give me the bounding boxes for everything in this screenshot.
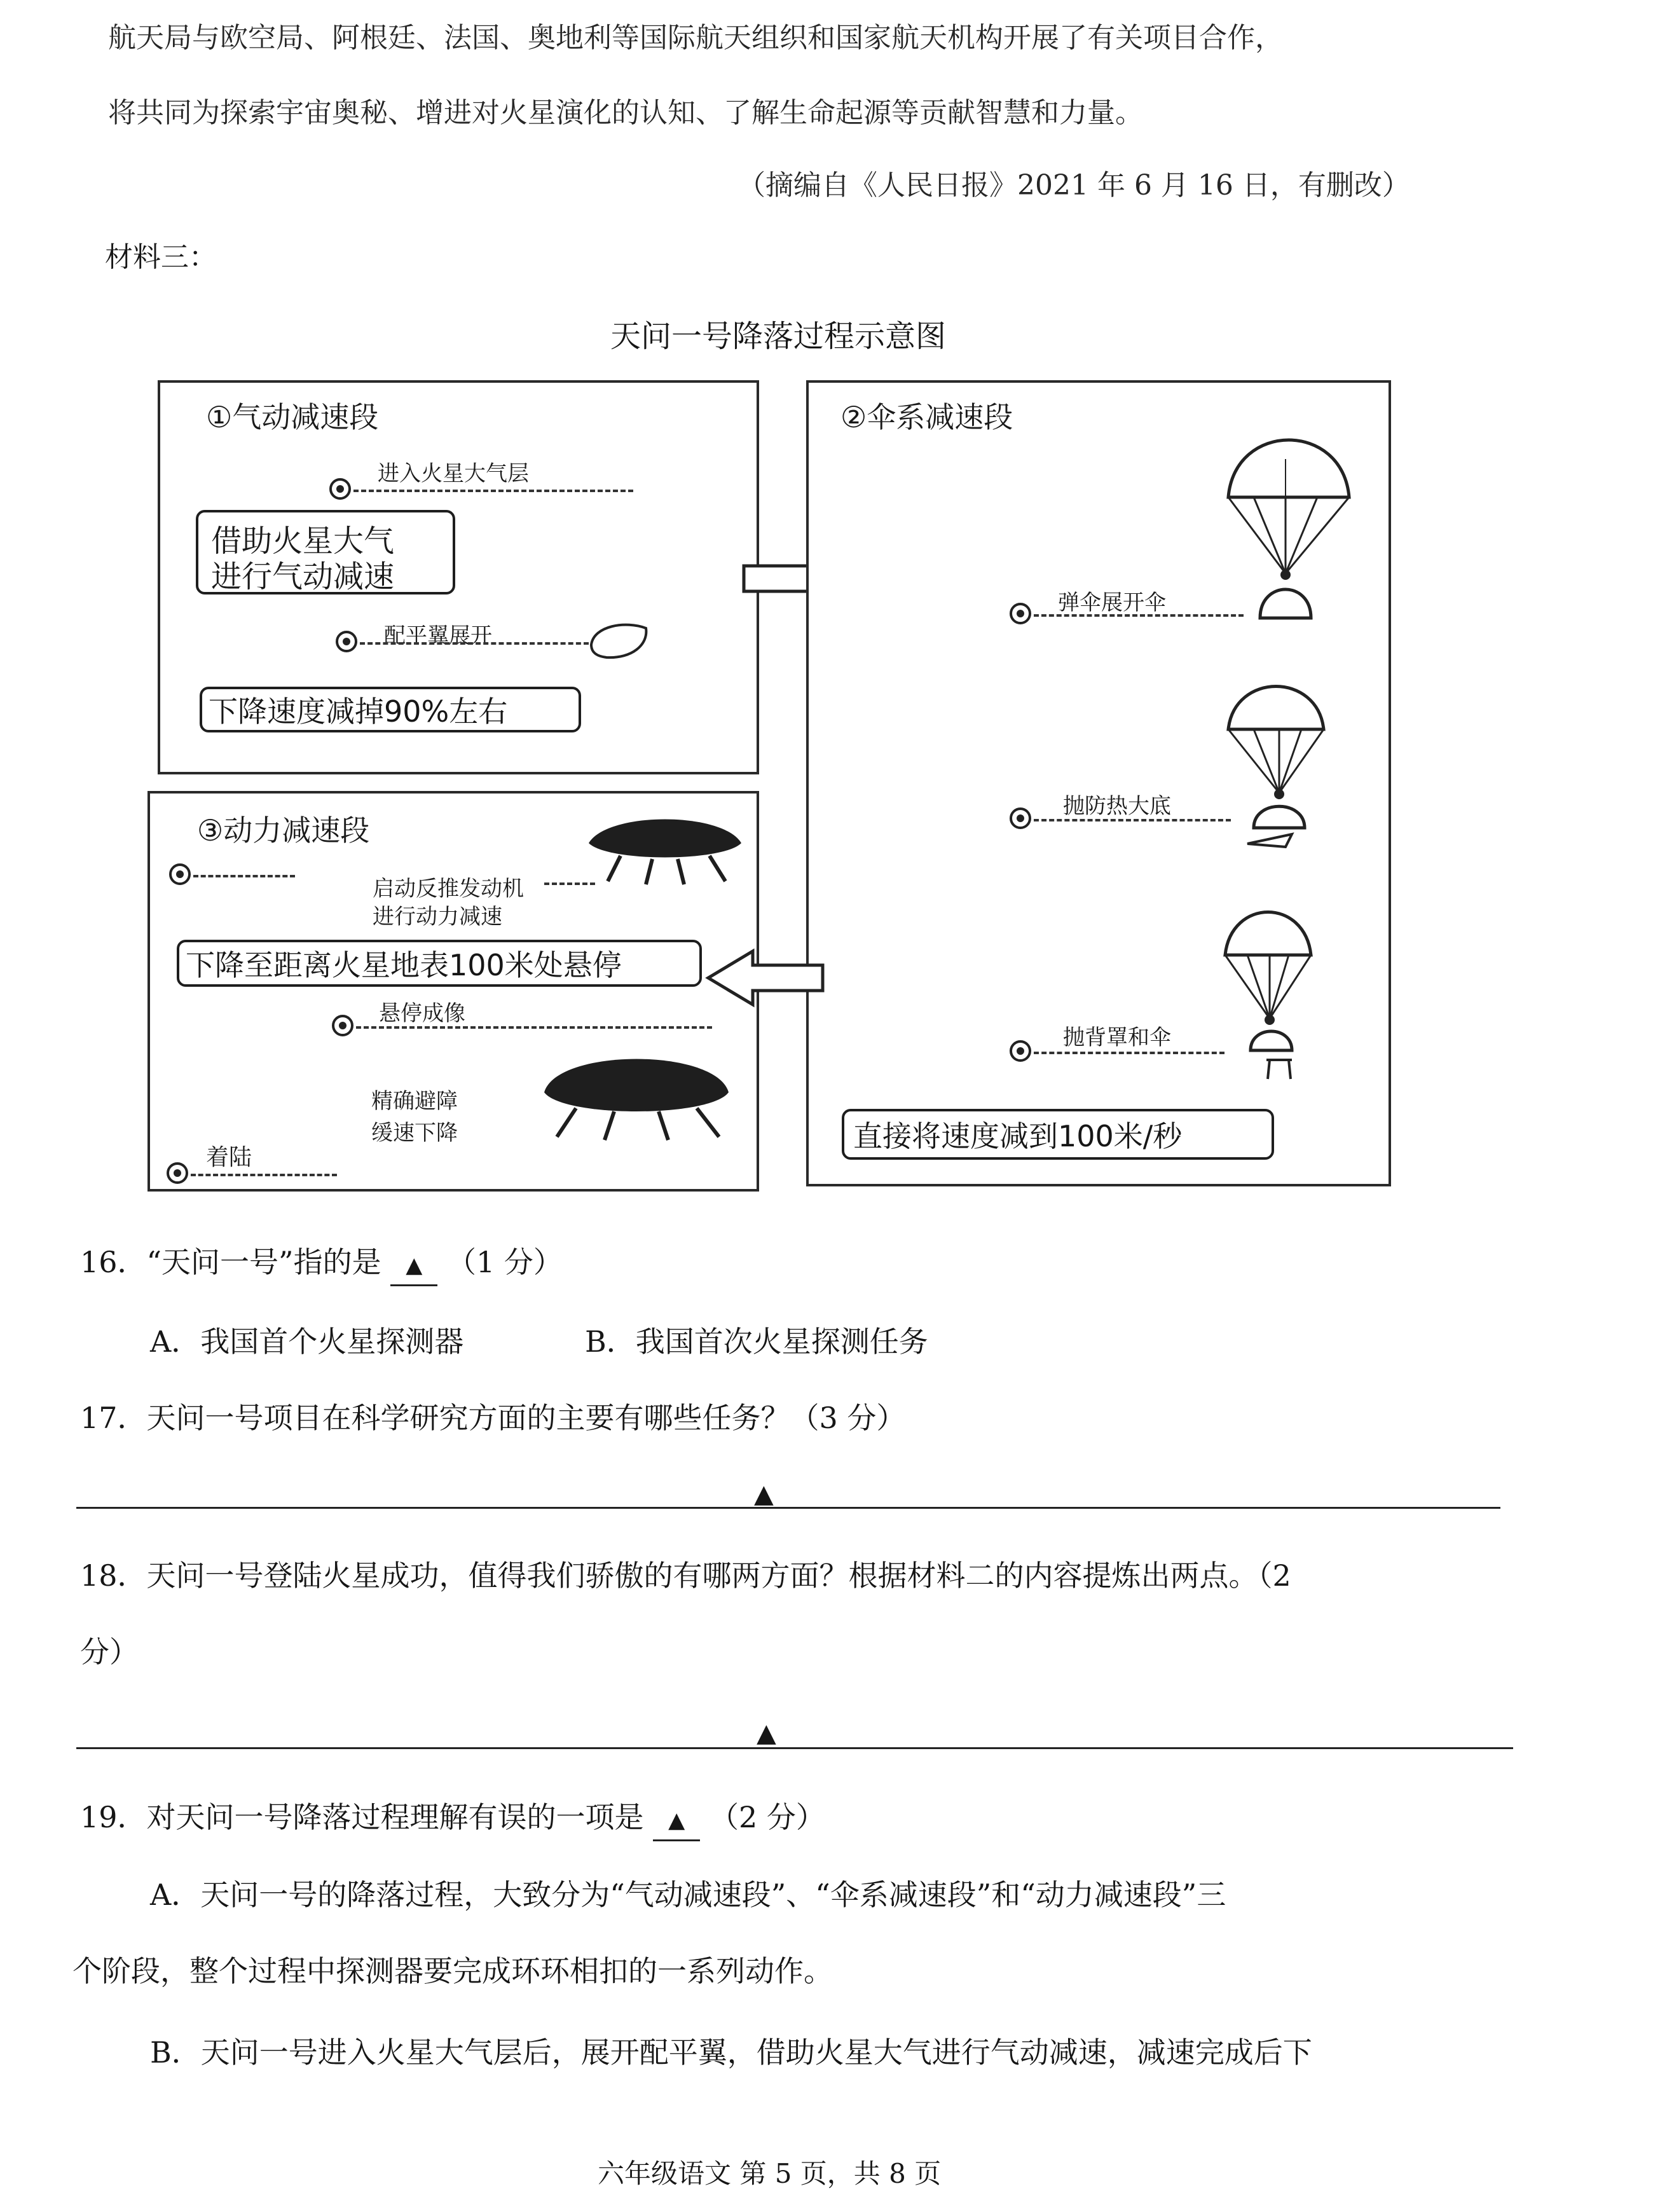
question-17: 17．天问一号项目在科学研究方面的主要有哪些任务？（3 分） bbox=[80, 1401, 906, 1435]
question-19-option-a-line-1: A．天问一号的降落过程，大致分为“气动减速段”、“伞系减速段”和“动力减速段”三 bbox=[150, 1878, 1226, 1912]
step-drop-heatshield: 抛防热大底 bbox=[1063, 793, 1171, 819]
passage-line-2: 将共同为探索宇宙奥秘、增进对火星演化的认知、了解生命起源等贡献智慧和力量。 bbox=[108, 97, 1143, 129]
question-16 bbox=[80, 1243, 563, 1286]
figure-title: 天问一号降落过程示意图 bbox=[610, 319, 947, 354]
arrow-left-icon bbox=[702, 946, 829, 1010]
answer-blank-19[interactable]: ▲ bbox=[653, 1801, 700, 1841]
step-dash-line bbox=[544, 883, 595, 885]
step-engine-line-1: 启动反推发动机 bbox=[373, 876, 524, 902]
answer-mark-18: ▲ bbox=[757, 1719, 776, 1748]
parachute-icon bbox=[1209, 672, 1336, 863]
parachute-icon bbox=[1209, 898, 1324, 1089]
question-19-score: （2 分） bbox=[709, 1800, 825, 1834]
step-dash-line bbox=[193, 875, 295, 877]
step-avoid-line-1: 精确避障 bbox=[371, 1089, 458, 1114]
answer-blank-16[interactable]: ▲ bbox=[390, 1246, 437, 1286]
question-19-option-b-line-1: B．天问一号进入火星大气层后，展开配平翼，借助火星大气进行气动减速，减速完成后下 bbox=[150, 2035, 1312, 2070]
step-dash-line bbox=[356, 1026, 712, 1029]
passage-source: （摘编自《人民日报》2021 年 6 月 16 日，有删改） bbox=[737, 169, 1410, 202]
hover-100m-box: 下降至距离火星地表100米处悬停 bbox=[177, 940, 702, 987]
capsule-trim-icon bbox=[587, 619, 651, 664]
answer-line-17[interactable] bbox=[76, 1507, 1500, 1509]
question-18-line-2: 分） bbox=[80, 1635, 139, 1669]
step-dash-line bbox=[360, 642, 589, 645]
step-enter-atmosphere: 进入火星大气层 bbox=[378, 461, 529, 486]
question-19 bbox=[80, 1798, 825, 1841]
question-16-option-b: B．我国首次火星探测任务 bbox=[585, 1324, 928, 1359]
aero-decel-line-1: 借助火星大气 bbox=[211, 523, 395, 559]
step-parachute-open: 弹伞展开伞 bbox=[1058, 590, 1166, 615]
step-node bbox=[336, 631, 357, 652]
step-hover-imaging: 悬停成像 bbox=[379, 1001, 465, 1026]
step-dash-line bbox=[191, 1174, 337, 1176]
speed-reduce-box: 下降速度减掉90%左右 bbox=[200, 687, 581, 732]
answer-mark-17: ▲ bbox=[754, 1480, 774, 1509]
step-dash-line bbox=[1034, 819, 1231, 821]
question-19-option-a-line-2: 个阶段，整个过程中探测器要完成环环相扣的一系列动作。 bbox=[72, 1954, 833, 1988]
step-engine-line-2: 进行动力减速 bbox=[373, 904, 502, 930]
step-landing: 着陆 bbox=[206, 1144, 252, 1171]
stage-1-panel bbox=[158, 380, 759, 774]
step-node bbox=[1010, 603, 1031, 624]
step-dash-line bbox=[353, 490, 633, 492]
question-18-line-1: 18．天问一号登陆火星成功，值得我们骄傲的有哪两方面？根据材料二的内容提炼出两点。（2 bbox=[80, 1558, 1291, 1593]
aero-decel-line-2: 进行气动减速 bbox=[211, 559, 395, 594]
question-16-score: （1 分） bbox=[446, 1245, 563, 1279]
step-node bbox=[329, 478, 351, 500]
step-node bbox=[1010, 1040, 1031, 1062]
passage-line-1: 航天局与欧空局、阿根廷、法国、奥地利等国际航天组织和国家航天机构开展了有关项目合作， bbox=[108, 22, 1283, 54]
stage-1-title: ①气动减速段 bbox=[206, 400, 379, 434]
step-node bbox=[169, 863, 191, 885]
answer-line-18[interactable] bbox=[76, 1747, 1513, 1749]
parachute-icon bbox=[1222, 427, 1355, 631]
step-drop-backshell: 抛背罩和伞 bbox=[1063, 1025, 1171, 1050]
step-avoid-line-2: 缓速下降 bbox=[371, 1120, 458, 1146]
question-16-option-a: A．我国首个火星探测器 bbox=[150, 1324, 464, 1359]
material-3-label: 材料三： bbox=[105, 241, 217, 273]
step-node bbox=[167, 1162, 188, 1184]
step-dash-line bbox=[1034, 1052, 1224, 1054]
stage-2-title: ②伞系减速段 bbox=[840, 400, 1013, 434]
page-footer: 六年级语文 第 5 页，共 8 页 bbox=[598, 2158, 942, 2189]
question-16-text: 16．“天问一号”指的是 bbox=[80, 1245, 381, 1279]
lander-icon bbox=[582, 805, 748, 888]
step-node bbox=[332, 1015, 353, 1036]
step-trim-wing: 配平翼展开 bbox=[384, 623, 492, 649]
lander-icon bbox=[532, 1035, 741, 1143]
stage-2-panel bbox=[806, 380, 1391, 1186]
aero-decel-box bbox=[196, 510, 455, 594]
question-19-text: 19．对天问一号降落过程理解有误的一项是 bbox=[80, 1800, 644, 1834]
stage-3-panel bbox=[147, 791, 759, 1192]
step-node bbox=[1010, 807, 1031, 829]
step-dash-line bbox=[1034, 614, 1244, 617]
speed-100-box: 直接将速度减到100米/秒 bbox=[842, 1109, 1274, 1160]
stage-3-title: ③动力减速段 bbox=[197, 813, 370, 848]
